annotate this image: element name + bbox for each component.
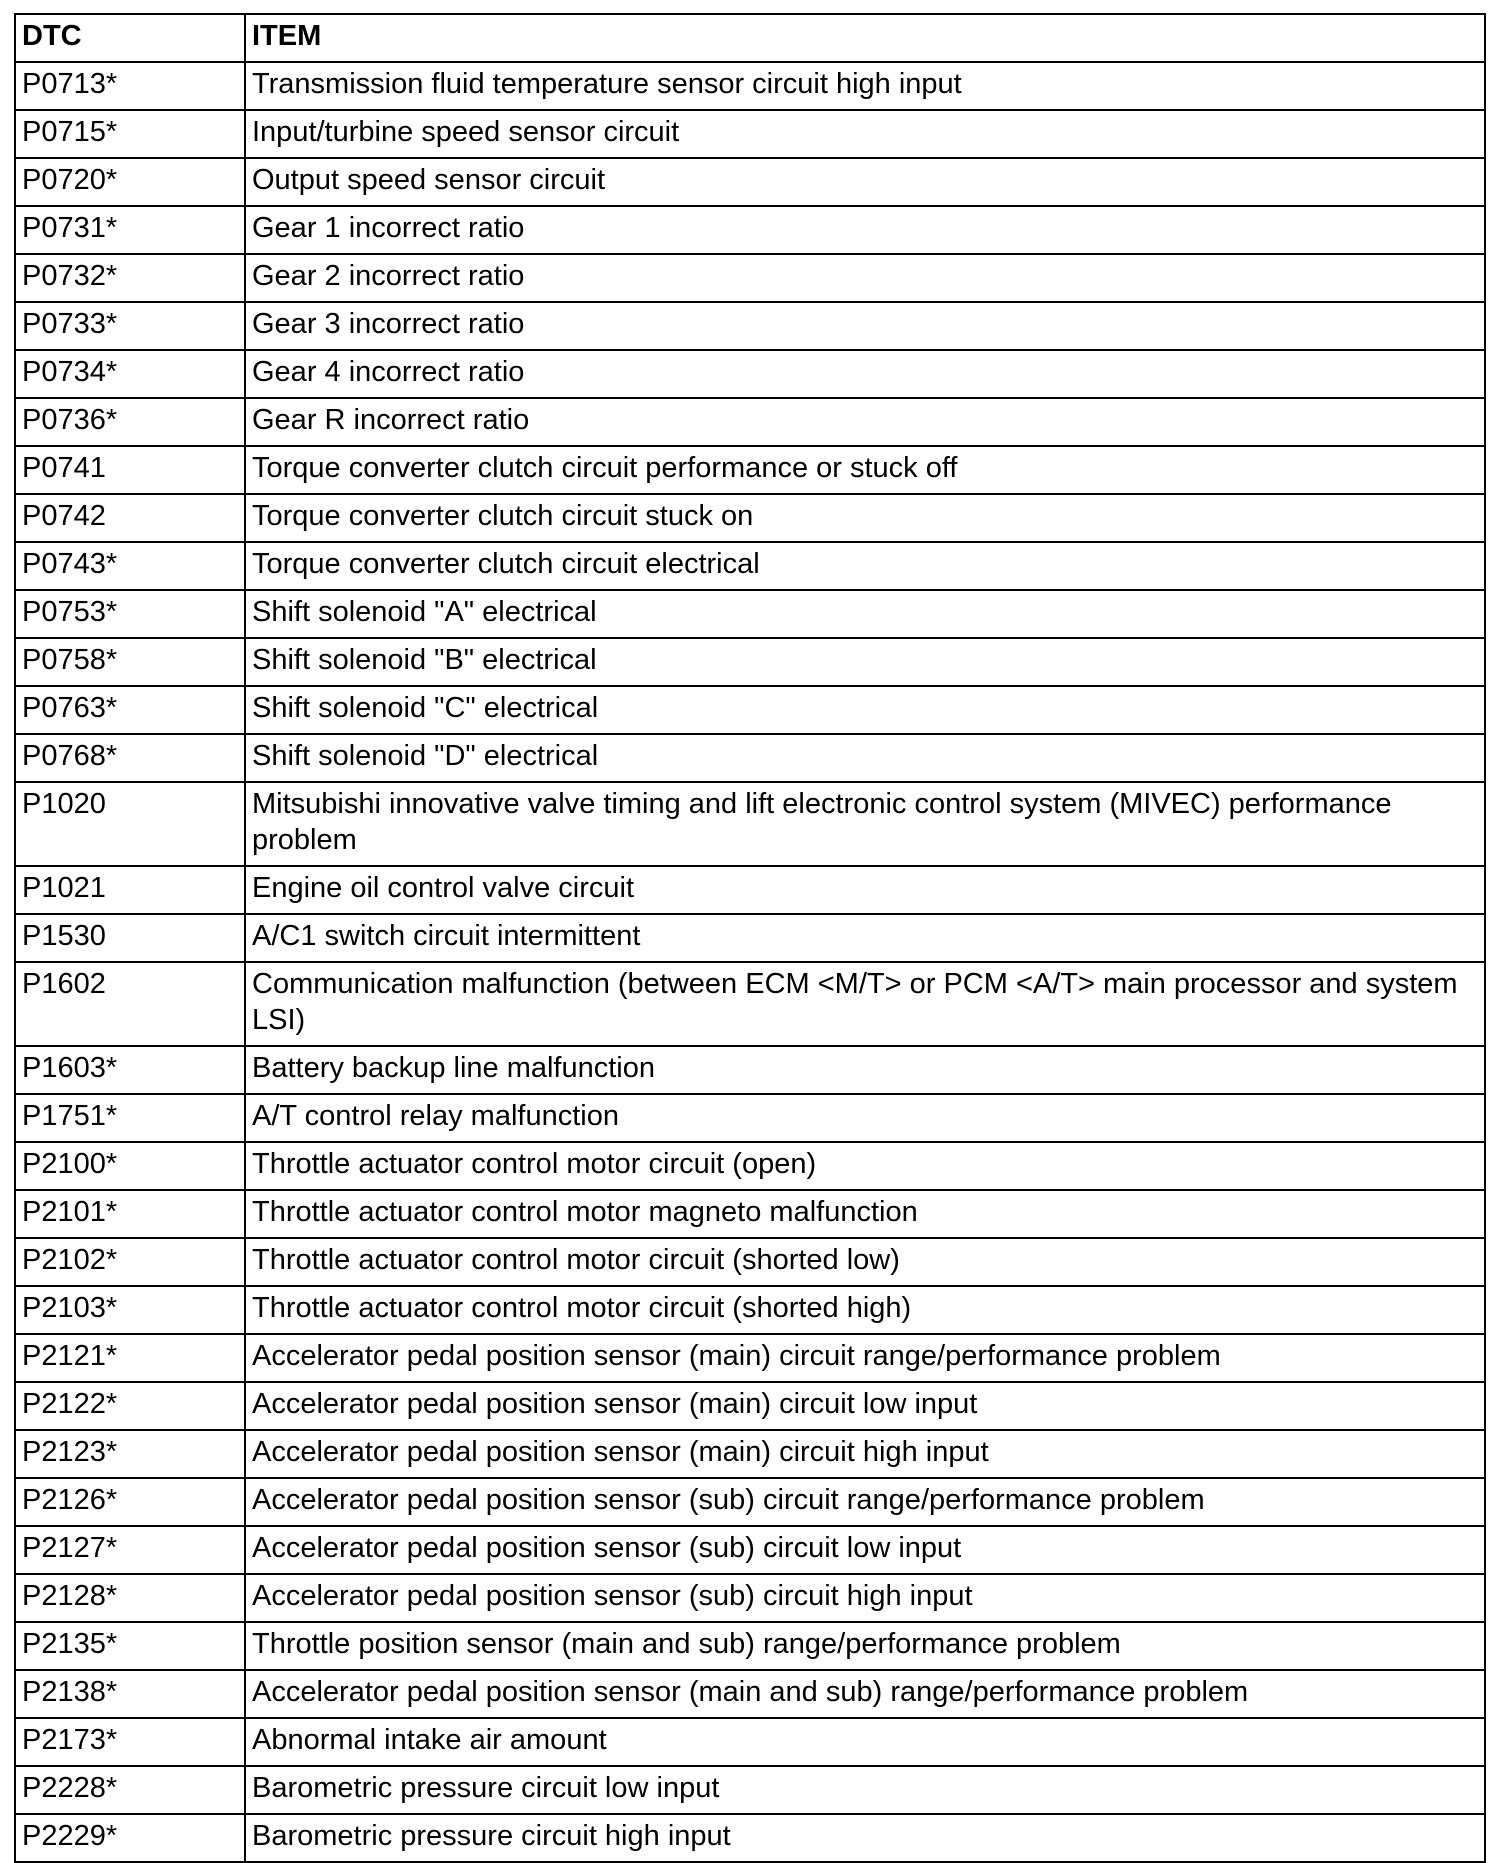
dtc-code-cell: P0733*	[15, 302, 245, 350]
dtc-code-cell: P1530	[15, 914, 245, 962]
dtc-item-cell: Accelerator pedal position sensor (sub) circuit high input	[245, 1574, 1485, 1622]
table-row	[15, 110, 1485, 158]
dtc-code-cell: P2135*	[15, 1622, 245, 1670]
table-row	[15, 1142, 1485, 1190]
dtc-code-cell: P0758*	[15, 638, 245, 686]
table-row	[15, 62, 1485, 110]
dtc-item-cell: Throttle actuator control motor circuit (open)	[245, 1142, 1485, 1190]
dtc-item-cell: Shift solenoid "A" electrical	[245, 590, 1485, 638]
dtc-item-cell: Barometric pressure circuit high input	[245, 1814, 1485, 1862]
table-row	[15, 638, 1485, 686]
dtc-code-cell: P2122*	[15, 1382, 245, 1430]
table-row	[15, 158, 1485, 206]
dtc-code-cell: P1751*	[15, 1094, 245, 1142]
dtc-item-cell: Accelerator pedal position sensor (main) circuit low input	[245, 1382, 1485, 1430]
table-row	[15, 206, 1485, 254]
dtc-code-cell: P2138*	[15, 1670, 245, 1718]
dtc-code-cell: P2128*	[15, 1574, 245, 1622]
dtc-item-cell: Accelerator pedal position sensor (sub) circuit low input	[245, 1526, 1485, 1574]
table-row	[15, 1334, 1485, 1382]
dtc-item-cell: Torque converter clutch circuit electrical	[245, 542, 1485, 590]
dtc-item-cell: Gear 2 incorrect ratio	[245, 254, 1485, 302]
dtc-item-cell: Accelerator pedal position sensor (sub) circuit range/performance problem	[245, 1478, 1485, 1526]
dtc-item-cell: Gear 4 incorrect ratio	[245, 350, 1485, 398]
table-row	[15, 350, 1485, 398]
dtc-item-cell: Throttle position sensor (main and sub) range/performance problem	[245, 1622, 1485, 1670]
dtc-item-cell: Engine oil control valve circuit	[245, 866, 1485, 914]
table-row	[15, 1814, 1485, 1862]
table-row	[15, 1430, 1485, 1478]
dtc-item-cell: Gear R incorrect ratio	[245, 398, 1485, 446]
dtc-item-cell: Torque converter clutch circuit performance or stuck off	[245, 446, 1485, 494]
table-row	[15, 1766, 1485, 1814]
dtc-code-cell: P2102*	[15, 1238, 245, 1286]
table-row	[15, 1190, 1485, 1238]
dtc-code-cell: P2103*	[15, 1286, 245, 1334]
dtc-code-cell: P0713*	[15, 62, 245, 110]
dtc-code-cell: P2173*	[15, 1718, 245, 1766]
dtc-item-cell: A/C1 switch circuit intermittent	[245, 914, 1485, 962]
dtc-item-cell: Abnormal intake air amount	[245, 1718, 1485, 1766]
table-row	[15, 446, 1485, 494]
table-row	[15, 590, 1485, 638]
dtc-code-cell: P0732*	[15, 254, 245, 302]
table-row	[15, 254, 1485, 302]
dtc-item-cell: Gear 3 incorrect ratio	[245, 302, 1485, 350]
dtc-code-cell: P0734*	[15, 350, 245, 398]
dtc-code-cell: P0736*	[15, 398, 245, 446]
dtc-code-cell: P0741	[15, 446, 245, 494]
dtc-item-cell: Battery backup line malfunction	[245, 1046, 1485, 1094]
dtc-item-cell: Accelerator pedal position sensor (main) circuit range/performance problem	[245, 1334, 1485, 1382]
table-row	[15, 866, 1485, 914]
dtc-item-cell: Shift solenoid "C" electrical	[245, 686, 1485, 734]
table-row	[15, 1286, 1485, 1334]
table-row	[15, 1478, 1485, 1526]
table-row	[15, 782, 1485, 866]
dtc-item-cell: Shift solenoid "D" electrical	[245, 734, 1485, 782]
table-row	[15, 398, 1485, 446]
dtc-item-cell: Gear 1 incorrect ratio	[245, 206, 1485, 254]
dtc-code-cell: P2100*	[15, 1142, 245, 1190]
dtc-code-cell: P0763*	[15, 686, 245, 734]
dtc-item-cell: Accelerator pedal position sensor (main and sub) range/performance problem	[245, 1670, 1485, 1718]
dtc-item-cell: Throttle actuator control motor circuit (shorted low)	[245, 1238, 1485, 1286]
dtc-code-cell: P0715*	[15, 110, 245, 158]
dtc-code-cell: P0768*	[15, 734, 245, 782]
dtc-item-cell: Input/turbine speed sensor circuit	[245, 110, 1485, 158]
table-row	[15, 302, 1485, 350]
dtc-code-cell: P0742	[15, 494, 245, 542]
table-row	[15, 962, 1485, 1046]
dtc-code-cell: P1021	[15, 866, 245, 914]
table-header-row	[15, 14, 1485, 62]
table-row	[15, 1574, 1485, 1622]
table-row	[15, 1094, 1485, 1142]
table-row	[15, 494, 1485, 542]
dtc-table	[14, 13, 1486, 1863]
dtc-code-cell: P1020	[15, 782, 245, 866]
dtc-item-cell: Throttle actuator control motor circuit (shorted high)	[245, 1286, 1485, 1334]
dtc-item-cell: Communication malfunction (between ECM <M/T> or PCM <A/T> main processor and system LSI)	[245, 962, 1485, 1046]
dtc-item-cell: Barometric pressure circuit low input	[245, 1766, 1485, 1814]
dtc-code-cell: P2126*	[15, 1478, 245, 1526]
table-row	[15, 734, 1485, 782]
table-row	[15, 1526, 1485, 1574]
table-row	[15, 914, 1485, 962]
dtc-code-cell: P2228*	[15, 1766, 245, 1814]
dtc-item-cell: Mitsubishi innovative valve timing and lift electronic control system (MIVEC) performance problem	[245, 782, 1485, 866]
column-header-dtc: DTC	[15, 14, 245, 62]
dtc-code-cell: P1603*	[15, 1046, 245, 1094]
dtc-item-cell: Throttle actuator control motor magneto malfunction	[245, 1190, 1485, 1238]
table-row	[15, 1382, 1485, 1430]
dtc-code-cell: P2127*	[15, 1526, 245, 1574]
table-row	[15, 1670, 1485, 1718]
dtc-item-cell: Accelerator pedal position sensor (main) circuit high input	[245, 1430, 1485, 1478]
table-row	[15, 1238, 1485, 1286]
column-header-item: ITEM	[245, 14, 1485, 62]
dtc-code-cell: P0731*	[15, 206, 245, 254]
dtc-item-cell: Shift solenoid "B" electrical	[245, 638, 1485, 686]
dtc-code-cell: P1602	[15, 962, 245, 1046]
table-row	[15, 542, 1485, 590]
dtc-code-cell: P0743*	[15, 542, 245, 590]
dtc-item-cell: A/T control relay malfunction	[245, 1094, 1485, 1142]
dtc-code-cell: P2101*	[15, 1190, 245, 1238]
dtc-code-cell: P2229*	[15, 1814, 245, 1862]
dtc-item-cell: Transmission fluid temperature sensor circuit high input	[245, 62, 1485, 110]
table-row	[15, 1622, 1485, 1670]
dtc-item-cell: Torque converter clutch circuit stuck on	[245, 494, 1485, 542]
dtc-code-cell: P2123*	[15, 1430, 245, 1478]
table-row	[15, 1046, 1485, 1094]
dtc-item-cell: Output speed sensor circuit	[245, 158, 1485, 206]
table-row	[15, 686, 1485, 734]
table-row	[15, 1718, 1485, 1766]
dtc-code-cell: P0753*	[15, 590, 245, 638]
dtc-code-cell: P0720*	[15, 158, 245, 206]
dtc-code-cell: P2121*	[15, 1334, 245, 1382]
